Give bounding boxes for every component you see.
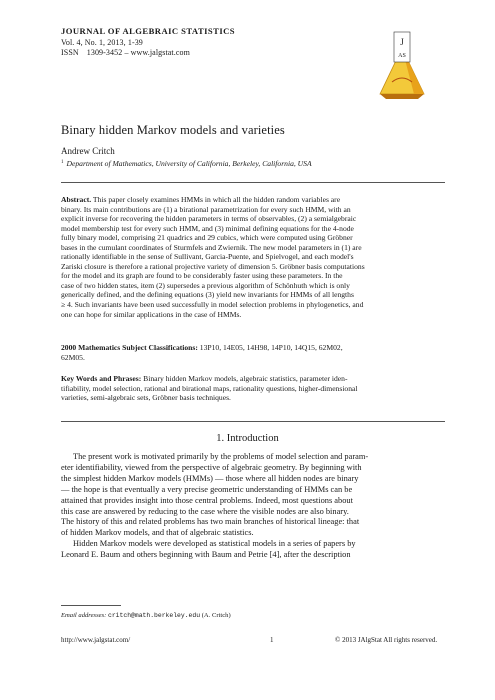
volume-info: Vol. 4, No. 1, 2013, 1-39 — [61, 38, 143, 47]
abstract-label: Abstract. — [61, 195, 92, 204]
email-label: Email addresses: — [61, 612, 107, 619]
svg-text:AS: AS — [398, 53, 406, 59]
body-line: Hidden Markov models were developed as statistical models in a series of papers by — [73, 539, 356, 549]
svg-text:J: J — [400, 37, 404, 47]
page-number: 1 — [270, 636, 274, 644]
journal-logo-icon — [372, 30, 432, 100]
author-name: Andrew Critch — [61, 146, 115, 156]
issn-number: 1309-3452 — [86, 48, 123, 57]
abstract-top-rule — [61, 182, 445, 183]
abstract-line: fully binary model, comprising 21 quadrics and 29 cubics, which were computed using Gröbner — [61, 233, 353, 243]
abstract-line: rationally identifiable in the sense of Sullivant, Garcia-Puente, and Spielvogel, and each model's — [61, 252, 354, 262]
abstract-line: generically defined, and the defining equations (3) yield new invariants for HMMs of all lengths — [61, 290, 354, 300]
abstract-line: model membership test for every such HMM, and (3) minimal defining equations for the 4-node — [61, 223, 354, 233]
keywords-block — [61, 374, 445, 403]
abstract-block — [61, 195, 445, 319]
body-line: Leonard E. Baum and others beginning with Baum and Petrie [4], after the description — [61, 550, 351, 560]
abstract-line: Zariski closure is therefore a rational projective variety of dimension 5. Gröbner basis computations — [61, 261, 365, 271]
abstract-bottom-rule — [61, 421, 445, 422]
section-heading: 1. Introduction — [216, 433, 279, 444]
body-line: The present work is motivated primarily by the problems of model selection and param- — [73, 452, 369, 461]
footer-url-link[interactable]: http://www.jalgstat.com/ — [61, 636, 131, 644]
author-affiliation — [61, 159, 312, 168]
msc-label: 2000 Mathematics Subject Classifications: — [61, 343, 198, 352]
body-line: the simplest hidden Markov models (HMMs) — those where all hidden nodes are binary — [61, 473, 359, 483]
footnote-rule — [61, 605, 121, 606]
affiliation-mark: 1 — [61, 160, 64, 165]
msc-codes-cont: 62M05. — [61, 352, 85, 362]
footnote-email — [61, 612, 231, 619]
body-line: — the hope is that eventually a very precise geometric understanding of HMMs can be — [61, 484, 353, 494]
journal-name: JOURNAL OF ALGEBRAIC STATISTICS — [61, 26, 236, 36]
issn-line — [61, 48, 190, 57]
paper-title: Binary hidden Markov models and varieties — [61, 123, 285, 137]
copyright-notice: © 2013 JAlgStat All rights reserved. — [335, 636, 438, 644]
issn-label: ISSN — [61, 48, 79, 57]
abstract-line: Abstract. This paper closely examines HMMs in which all the hidden random variables are — [61, 195, 341, 204]
keywords-label: Key Words and Phrases: — [61, 374, 142, 383]
body-line: attained that provides insight into those central problems. Indeed, most questions about — [61, 495, 353, 505]
affiliation-text: Department of Mathematics, University of California, Berkeley, California, USA — [66, 159, 312, 168]
abstract-line: case of two hidden states, item (2) supersedes a previous algorithm of Schönhuth which is only — [61, 280, 350, 290]
abstract-line: bases in the cumulant coordinates of Sturmfels and Zwiernik. The new model parameters in (1) are — [61, 242, 362, 252]
abstract-line: explicit inverse for recovering the hidden parameters in terms of observables, (2) a semialgebraic — [61, 214, 357, 224]
keywords-text-cont: varieties, semi-algebraic sets, Gröbner basis techniques. — [61, 393, 231, 403]
msc-codes: 13P10, 14E05, 14H98, 14P10, 14Q15, 62M02, — [197, 343, 343, 352]
author-email-link[interactable]: critch@math.berkeley.edu — [108, 612, 201, 619]
email-owner: (A. Critch) — [201, 612, 231, 619]
body-line: this case are answered by reducing to the case where the visible nodes are also binary. — [61, 506, 349, 516]
msc-classifications — [61, 343, 445, 362]
abstract-line: binary. Its main contributions are (1) a birational parametrization for every such HMM, with an — [61, 204, 351, 214]
keywords-text-cont: tifiability, model selection, rational and birational maps, rationality questions, higher-dimensional — [61, 383, 358, 393]
introduction-body — [61, 452, 445, 561]
journal-website: – www.jalgstat.com — [124, 48, 190, 57]
abstract-line: one can hope for similar applications in the case of HMMs. — [61, 309, 242, 319]
body-line: of hidden Markov models, and that of algebraic statistics. — [61, 528, 254, 538]
keywords-text: Binary hidden Markov models, algebraic statistics, parameter iden- — [141, 374, 348, 383]
body-line: The history of this and related problems has two main branches of historical lineage: that — [61, 517, 360, 527]
abstract-line: ≥ 4. Such invariants have been used successfully in model selection problems in phylogenetics, and — [61, 300, 364, 310]
abstract-line: for the model and its graph are found to be considerably faster using these parameters. In the — [61, 271, 343, 281]
body-line: eter identifiability, viewed from the perspective of algebraic geometry. By beginning with — [61, 462, 362, 472]
